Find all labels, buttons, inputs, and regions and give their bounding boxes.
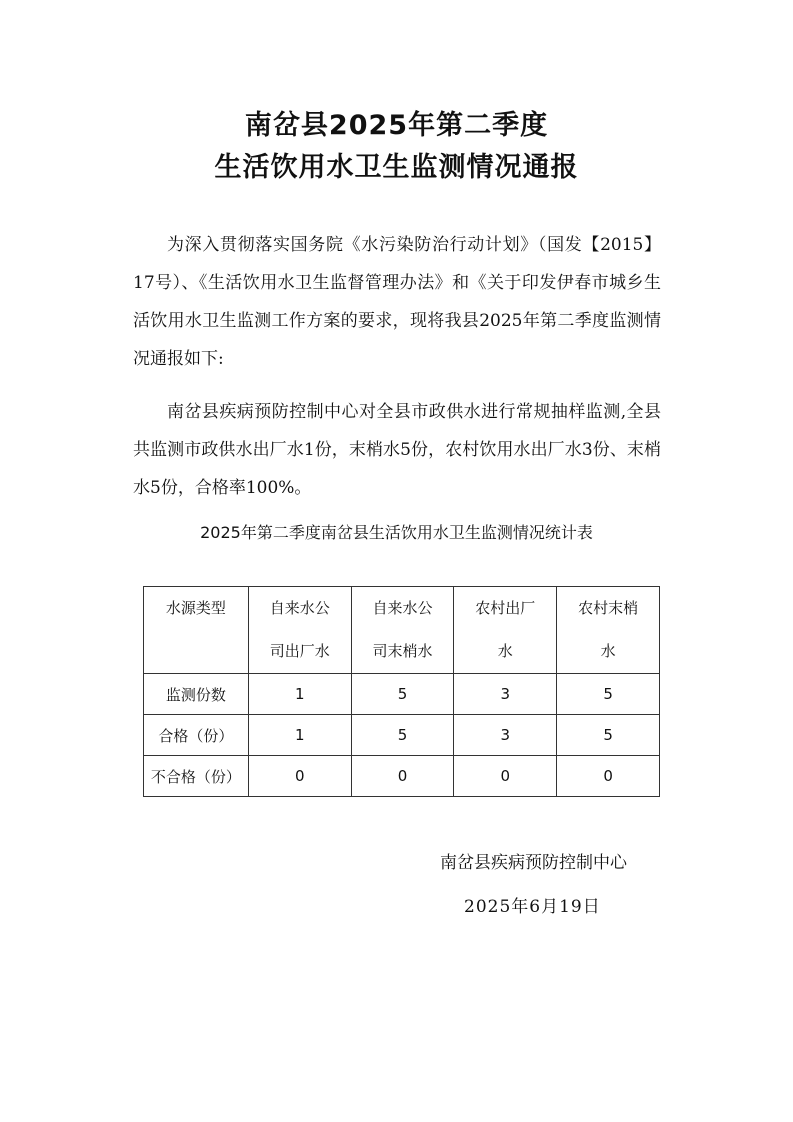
table-row bbox=[144, 674, 660, 715]
table-cell: 5 bbox=[351, 674, 454, 715]
header-label: 司出厂水 bbox=[269, 642, 330, 660]
table-cell: 5 bbox=[351, 715, 454, 756]
header-label: 农村出厂 bbox=[475, 599, 536, 617]
monitoring-stats-table bbox=[143, 586, 660, 797]
row-label: 合格（份） bbox=[144, 715, 249, 756]
header-label: 自来水公 bbox=[372, 599, 433, 617]
intro-paragraph: 为深入贯彻落实国务院《水污染防治行动计划》（国发【2015】17号）、《生活饮用水卫生监督管理办法》和《关于印发伊春市城乡生活饮用水卫生监测工作方案的要求，现将我县2025年第二季度监测情况通报如下: bbox=[133, 235, 661, 369]
signature-date: 2025年6月19日 bbox=[464, 897, 601, 917]
table-row bbox=[144, 715, 660, 756]
header-label: 水 bbox=[497, 642, 513, 660]
table-cell: 1 bbox=[248, 715, 351, 756]
results-paragraph: 南岔县疾病预防控制中心对全县市政供水进行常规抽样监测,全县共监测市政供水出厂水1份，末梢水5份，农村饮用水出厂水3份、末梢水5份，合格率100%。 bbox=[133, 402, 661, 498]
table-cell: 1 bbox=[248, 674, 351, 715]
row-label: 不合格（份） bbox=[144, 756, 249, 797]
table-row bbox=[144, 756, 660, 797]
header-tap-water-terminal bbox=[351, 587, 454, 674]
header-label: 水 bbox=[600, 642, 616, 660]
header-label: 水源类型 bbox=[165, 599, 226, 617]
document-title-line1: 南岔县2025年第二季度 bbox=[244, 110, 549, 141]
table-cell: 0 bbox=[248, 756, 351, 797]
header-rural-terminal bbox=[557, 587, 660, 674]
table-caption: 2025年第二季度南岔县生活饮用水卫生监测情况统计表 bbox=[200, 523, 593, 542]
signature-organization: 南岔县疾病预防控制中心 bbox=[440, 853, 627, 873]
table-cell: 0 bbox=[557, 756, 660, 797]
header-label: 自来水公 bbox=[269, 599, 330, 617]
header-rural-factory bbox=[454, 587, 557, 674]
row-label: 监测份数 bbox=[144, 674, 249, 715]
document-title-line2: 生活饮用水卫生监测情况通报 bbox=[214, 152, 579, 183]
table-cell: 5 bbox=[557, 674, 660, 715]
table-cell: 0 bbox=[351, 756, 454, 797]
header-label: 农村末梢 bbox=[578, 599, 639, 617]
results-paragraph-block bbox=[133, 393, 661, 507]
header-tap-water-factory bbox=[248, 587, 351, 674]
header-label: 司末梢水 bbox=[372, 642, 433, 660]
table-header-row bbox=[144, 587, 660, 674]
table-cell: 3 bbox=[454, 715, 557, 756]
table-cell: 3 bbox=[454, 674, 557, 715]
header-source-type bbox=[144, 587, 249, 674]
table-cell: 0 bbox=[454, 756, 557, 797]
table-cell: 5 bbox=[557, 715, 660, 756]
intro-paragraph-block bbox=[133, 226, 661, 378]
